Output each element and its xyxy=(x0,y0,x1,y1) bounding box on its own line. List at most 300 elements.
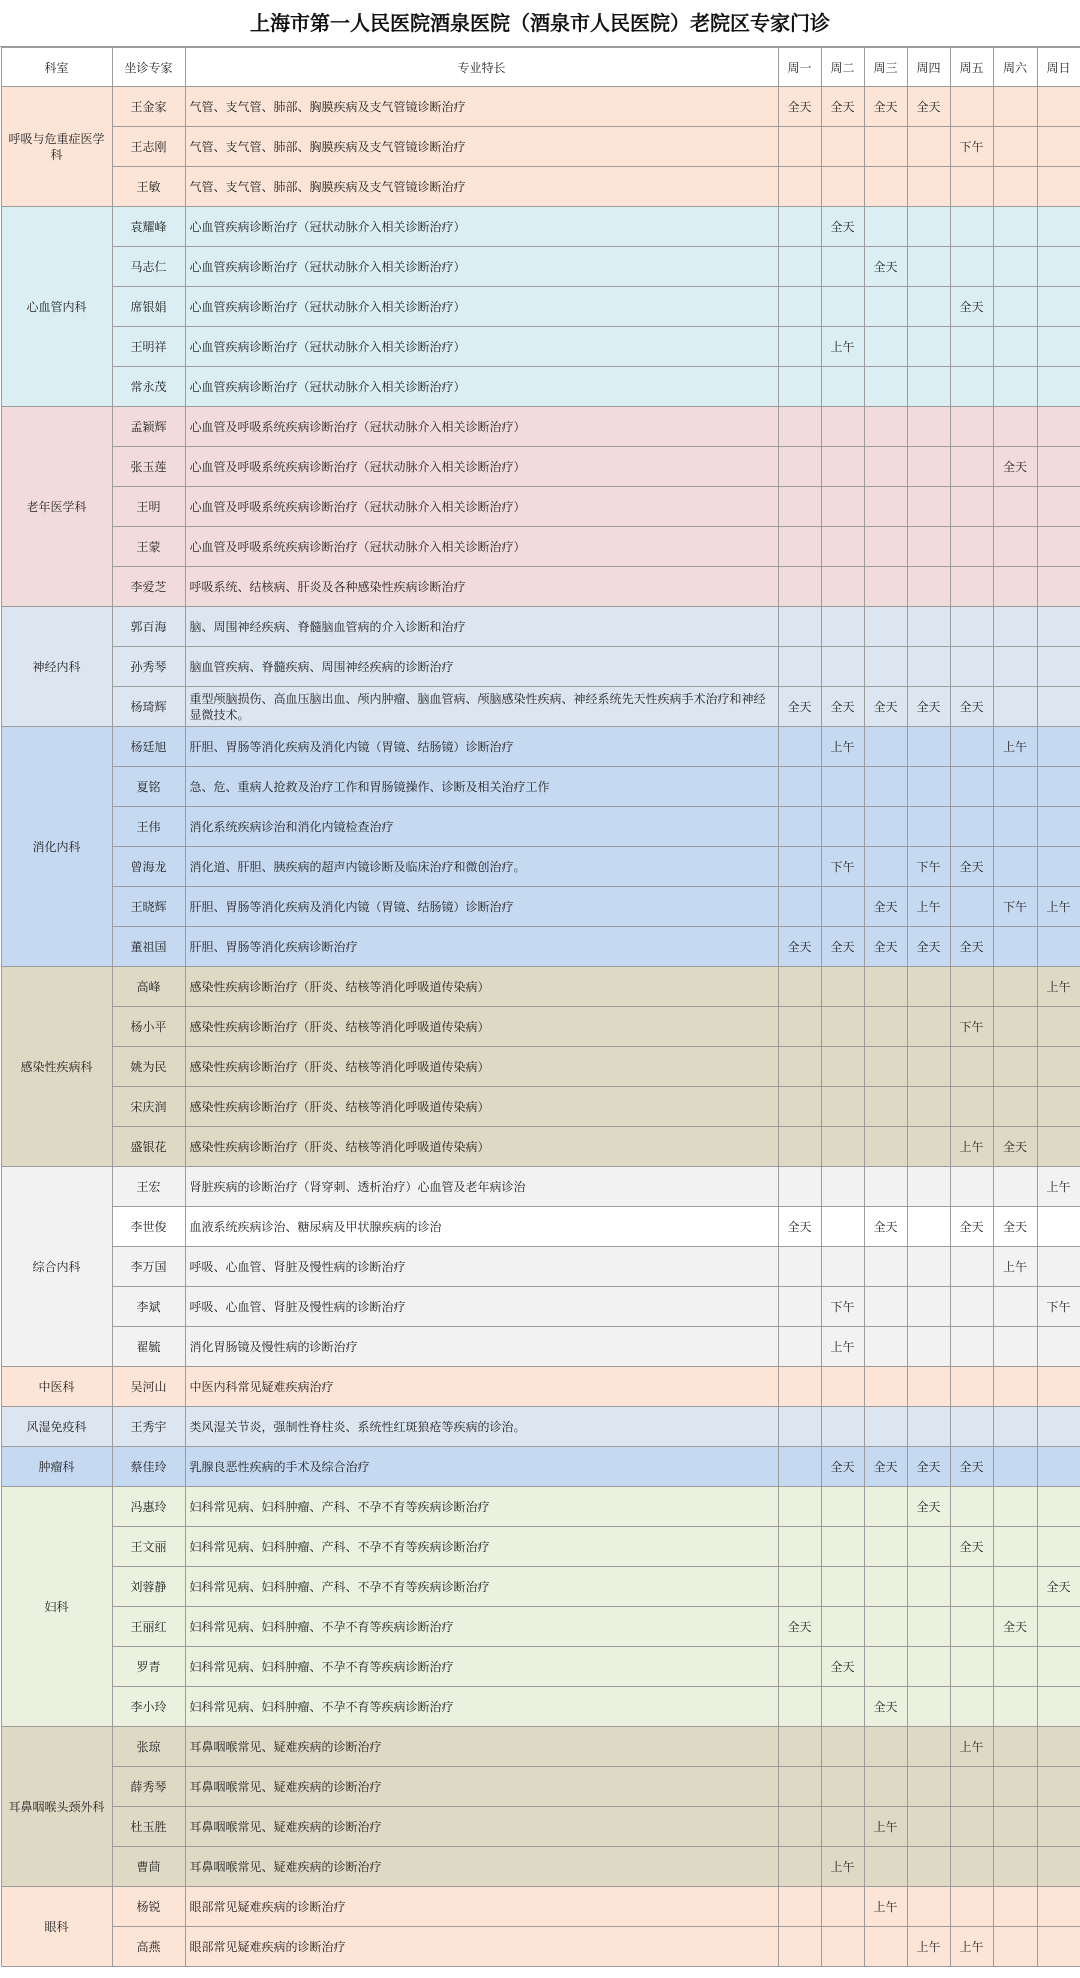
schedule-cell-sun xyxy=(1037,527,1080,567)
table-row xyxy=(1,407,1080,447)
schedule-cell-sun xyxy=(1037,1847,1080,1887)
schedule-cell-sun xyxy=(1037,727,1080,767)
doctor-name: 王蒙 xyxy=(112,527,185,567)
schedule-cell-tue xyxy=(821,1687,864,1727)
schedule-cell-wed xyxy=(864,727,907,767)
schedule-cell-tue: 上午 xyxy=(821,1847,864,1887)
schedule-cell-tue xyxy=(821,1607,864,1647)
schedule-cell-tue xyxy=(821,1887,864,1927)
schedule-cell-sun xyxy=(1037,647,1080,687)
schedule-cell-sat xyxy=(993,927,1037,967)
schedule-cell-fri: 全天 xyxy=(950,927,993,967)
specialty-text: 呼吸、心血管、肾脏及慢性病的诊断治疗 xyxy=(185,1247,778,1287)
schedule-cell-mon: 全天 xyxy=(778,927,821,967)
schedule-cell-mon xyxy=(778,527,821,567)
schedule-cell-sat xyxy=(993,527,1037,567)
schedule-cell-fri xyxy=(950,247,993,287)
schedule-cell-tue: 全天 xyxy=(821,87,864,127)
page-title: 上海市第一人民医院酒泉医院（酒泉市人民医院）老院区专家门诊 xyxy=(0,0,1080,47)
schedule-cell-fri xyxy=(950,807,993,847)
specialty-text: 呼吸、心血管、肾脏及慢性病的诊断治疗 xyxy=(185,1287,778,1327)
specialty-text: 心血管疾病诊断治疗（冠状动脉介入相关诊断治疗） xyxy=(185,327,778,367)
schedule-cell-tue xyxy=(821,407,864,447)
doctor-name: 王丽红 xyxy=(112,1607,185,1647)
schedule-cell-mon xyxy=(778,447,821,487)
schedule-cell-sat xyxy=(993,1927,1037,1967)
specialty-text: 眼部常见疑难疾病的诊断治疗 xyxy=(185,1927,778,1967)
schedule-cell-sun xyxy=(1037,1527,1080,1567)
specialty-text: 肝胆、胃肠等消化疾病及消化内镜（胃镜、结肠镜）诊断治疗 xyxy=(185,727,778,767)
table-row xyxy=(1,447,1080,487)
header-doctor: 坐诊专家 xyxy=(112,48,185,87)
doctor-name: 罗青 xyxy=(112,1647,185,1687)
specialty-text: 感染性疾病诊断治疗（肝炎、结核等消化呼吸道传染病） xyxy=(185,1087,778,1127)
schedule-cell-fri xyxy=(950,1287,993,1327)
header-sat: 周六 xyxy=(993,48,1037,87)
schedule-cell-fri xyxy=(950,727,993,767)
header-wed: 周三 xyxy=(864,48,907,87)
schedule-cell-wed: 全天 xyxy=(864,247,907,287)
schedule-cell-thu: 下午 xyxy=(907,847,950,887)
schedule-cell-fri xyxy=(950,1367,993,1407)
doctor-name: 杨小平 xyxy=(112,1007,185,1047)
table-row xyxy=(1,1807,1080,1847)
schedule-cell-mon xyxy=(778,1727,821,1767)
schedule-cell-wed xyxy=(864,1087,907,1127)
schedule-cell-fri xyxy=(950,967,993,1007)
schedule-cell-fri xyxy=(950,1887,993,1927)
schedule-cell-thu: 全天 xyxy=(907,87,950,127)
doctor-name: 李万国 xyxy=(112,1247,185,1287)
schedule-cell-thu xyxy=(907,647,950,687)
schedule-cell-mon xyxy=(778,367,821,407)
doctor-name: 王敏 xyxy=(112,167,185,207)
schedule-cell-thu: 全天 xyxy=(907,1447,950,1487)
schedule-cell-thu xyxy=(907,727,950,767)
schedule-cell-tue xyxy=(821,367,864,407)
schedule-cell-sat xyxy=(993,1447,1037,1487)
schedule-cell-wed: 全天 xyxy=(864,1207,907,1247)
schedule-cell-mon xyxy=(778,1887,821,1927)
specialty-text: 消化道、肝胆、胰疾病的超声内镜诊断及临床治疗和微创治疗。 xyxy=(185,847,778,887)
specialty-text: 心血管疾病诊断治疗（冠状动脉介入相关诊断治疗） xyxy=(185,247,778,287)
schedule-cell-wed xyxy=(864,367,907,407)
doctor-name: 孙秀琴 xyxy=(112,647,185,687)
schedule-cell-fri: 全天 xyxy=(950,847,993,887)
schedule-cell-tue: 下午 xyxy=(821,1287,864,1327)
schedule-cell-tue xyxy=(821,1207,864,1247)
schedule-cell-sun xyxy=(1037,327,1080,367)
table-row xyxy=(1,1927,1080,1967)
schedule-cell-sun xyxy=(1037,487,1080,527)
table-row xyxy=(1,487,1080,527)
specialty-text: 心血管及呼吸系统疾病诊断治疗（冠状动脉介入相关诊断治疗） xyxy=(185,407,778,447)
schedule-cell-sat xyxy=(993,807,1037,847)
doctor-name: 王秀宇 xyxy=(112,1407,185,1447)
schedule-cell-sun xyxy=(1037,847,1080,887)
schedule-cell-thu: 全天 xyxy=(907,927,950,967)
schedule-cell-fri xyxy=(950,1407,993,1447)
specialty-text: 心血管及呼吸系统疾病诊断治疗（冠状动脉介入相关诊断治疗） xyxy=(185,447,778,487)
schedule-body xyxy=(1,87,1080,1967)
schedule-cell-fri xyxy=(950,1647,993,1687)
schedule-cell-thu xyxy=(907,607,950,647)
specialty-text: 呼吸系统、结核病、肝炎及各种感染性疾病诊断治疗 xyxy=(185,567,778,607)
schedule-cell-sat xyxy=(993,407,1037,447)
schedule-cell-sat xyxy=(993,1887,1037,1927)
schedule-cell-sun xyxy=(1037,1487,1080,1527)
schedule-cell-sun xyxy=(1037,287,1080,327)
schedule-cell-wed: 全天 xyxy=(864,927,907,967)
schedule-cell-thu xyxy=(907,807,950,847)
schedule-cell-wed xyxy=(864,1567,907,1607)
schedule-cell-tue xyxy=(821,1047,864,1087)
schedule-cell-thu xyxy=(907,1607,950,1647)
schedule-cell-sun xyxy=(1037,1887,1080,1927)
department-cell: 感染性疾病科 xyxy=(1,967,112,1167)
schedule-cell-wed: 上午 xyxy=(864,1807,907,1847)
table-row xyxy=(1,1527,1080,1567)
schedule-cell-sat: 全天 xyxy=(993,1207,1037,1247)
schedule-cell-sat xyxy=(993,487,1037,527)
schedule-cell-wed xyxy=(864,487,907,527)
schedule-cell-tue xyxy=(821,1927,864,1967)
schedule-cell-wed xyxy=(864,327,907,367)
schedule-cell-sun: 下午 xyxy=(1037,1287,1080,1327)
doctor-name: 常永茂 xyxy=(112,367,185,407)
schedule-cell-thu xyxy=(907,1887,950,1927)
schedule-cell-fri xyxy=(950,527,993,567)
schedule-cell-mon xyxy=(778,167,821,207)
schedule-cell-tue xyxy=(821,127,864,167)
schedule-cell-sat xyxy=(993,847,1037,887)
table-row xyxy=(1,1607,1080,1647)
schedule-cell-thu xyxy=(907,1527,950,1567)
table-row xyxy=(1,1647,1080,1687)
schedule-cell-wed xyxy=(864,287,907,327)
schedule-cell-thu: 全天 xyxy=(907,1487,950,1527)
schedule-cell-sun xyxy=(1037,1087,1080,1127)
schedule-cell-thu xyxy=(907,1127,950,1167)
doctor-name: 王伟 xyxy=(112,807,185,847)
schedule-cell-fri xyxy=(950,1687,993,1727)
schedule-cell-thu: 全天 xyxy=(907,687,950,727)
schedule-cell-thu: 上午 xyxy=(907,887,950,927)
schedule-cell-tue xyxy=(821,1807,864,1847)
schedule-cell-wed xyxy=(864,1407,907,1447)
schedule-cell-tue: 下午 xyxy=(821,847,864,887)
schedule-cell-sat xyxy=(993,87,1037,127)
table-row xyxy=(1,1687,1080,1727)
doctor-name: 杨锐 xyxy=(112,1887,185,1927)
schedule-cell-mon xyxy=(778,967,821,1007)
doctor-name: 董祖国 xyxy=(112,927,185,967)
schedule-cell-mon xyxy=(778,247,821,287)
schedule-cell-tue xyxy=(821,487,864,527)
specialty-text: 乳腺良恶性疾病的手术及综合治疗 xyxy=(185,1447,778,1487)
schedule-cell-sun xyxy=(1037,1007,1080,1047)
schedule-cell-mon xyxy=(778,1407,821,1447)
schedule-cell-sat xyxy=(993,1727,1037,1767)
schedule-cell-tue xyxy=(821,167,864,207)
table-row xyxy=(1,1367,1080,1407)
department-cell: 消化内科 xyxy=(1,727,112,967)
schedule-cell-sun xyxy=(1037,1727,1080,1767)
table-row xyxy=(1,527,1080,567)
schedule-cell-sat xyxy=(993,207,1037,247)
doctor-name: 张玉莲 xyxy=(112,447,185,487)
schedule-cell-tue: 全天 xyxy=(821,1447,864,1487)
schedule-cell-mon xyxy=(778,767,821,807)
schedule-cell-thu xyxy=(907,1167,950,1207)
schedule-cell-wed xyxy=(864,847,907,887)
schedule-cell-tue: 全天 xyxy=(821,927,864,967)
specialty-text: 心血管疾病诊断治疗（冠状动脉介入相关诊断治疗） xyxy=(185,287,778,327)
specialty-text: 重型颅脑损伤、高血压脑出血、颅内肿瘤、脑血管病、颅脑感染性疾病、神经系统先天性疾病手术治疗和神经显微技术。 xyxy=(185,687,778,727)
schedule-cell-sun xyxy=(1037,607,1080,647)
schedule-cell-tue xyxy=(821,1127,864,1167)
schedule-cell-sat xyxy=(993,247,1037,287)
schedule-cell-fri xyxy=(950,1167,993,1207)
schedule-cell-mon xyxy=(778,1567,821,1607)
schedule-cell-sat xyxy=(993,327,1037,367)
schedule-cell-mon xyxy=(778,847,821,887)
schedule-cell-mon xyxy=(778,1167,821,1207)
schedule-cell-fri xyxy=(950,1087,993,1127)
doctor-name: 高峰 xyxy=(112,967,185,1007)
table-row xyxy=(1,1127,1080,1167)
table-row xyxy=(1,207,1080,247)
schedule-cell-sun xyxy=(1037,687,1080,727)
schedule-cell-fri xyxy=(950,647,993,687)
schedule-cell-mon xyxy=(778,1367,821,1407)
department-cell: 神经内科 xyxy=(1,607,112,727)
schedule-cell-wed xyxy=(864,447,907,487)
schedule-cell-sat xyxy=(993,1527,1037,1567)
schedule-cell-mon xyxy=(778,1087,821,1127)
schedule-cell-mon xyxy=(778,1847,821,1887)
specialty-text: 感染性疾病诊断治疗（肝炎、结核等消化呼吸道传染病） xyxy=(185,1007,778,1047)
schedule-cell-fri: 全天 xyxy=(950,1207,993,1247)
schedule-cell-wed xyxy=(864,807,907,847)
schedule-cell-fri: 下午 xyxy=(950,1007,993,1047)
table-row xyxy=(1,767,1080,807)
doctor-name: 曹茴 xyxy=(112,1847,185,1887)
schedule-cell-tue xyxy=(821,967,864,1007)
table-row xyxy=(1,1407,1080,1447)
schedule-cell-wed xyxy=(864,767,907,807)
schedule-cell-thu xyxy=(907,1327,950,1367)
schedule-cell-mon xyxy=(778,1127,821,1167)
schedule-cell-wed xyxy=(864,967,907,1007)
schedule-cell-sun xyxy=(1037,1647,1080,1687)
specialty-text: 肾脏疾病的诊断治疗（肾穿刺、透析治疗）心血管及老年病诊治 xyxy=(185,1167,778,1207)
table-row xyxy=(1,727,1080,767)
schedule-cell-sat xyxy=(993,1327,1037,1367)
specialty-text: 妇科常见病、妇科肿瘤、产科、不孕不育等疾病诊断治疗 xyxy=(185,1527,778,1567)
specialty-text: 感染性疾病诊断治疗（肝炎、结核等消化呼吸道传染病） xyxy=(185,1127,778,1167)
table-row xyxy=(1,247,1080,287)
schedule-cell-wed: 全天 xyxy=(864,687,907,727)
schedule-cell-tue xyxy=(821,247,864,287)
schedule-cell-sat xyxy=(993,767,1037,807)
schedule-cell-sat xyxy=(993,1767,1037,1807)
schedule-cell-tue: 上午 xyxy=(821,327,864,367)
schedule-cell-thu xyxy=(907,1807,950,1847)
schedule-cell-sun xyxy=(1037,87,1080,127)
schedule-cell-thu xyxy=(907,567,950,607)
schedule-cell-wed xyxy=(864,207,907,247)
table-row xyxy=(1,167,1080,207)
schedule-cell-fri: 上午 xyxy=(950,1727,993,1767)
specialty-text: 耳鼻咽喉常见、疑难疾病的诊断治疗 xyxy=(185,1847,778,1887)
schedule-cell-mon xyxy=(778,1807,821,1847)
schedule-cell-sun xyxy=(1037,567,1080,607)
department-cell: 心血管内科 xyxy=(1,207,112,407)
schedule-cell-mon xyxy=(778,607,821,647)
schedule-cell-fri xyxy=(950,407,993,447)
doctor-name: 王宏 xyxy=(112,1167,185,1207)
schedule-cell-tue xyxy=(821,1727,864,1767)
schedule-cell-tue: 全天 xyxy=(821,207,864,247)
doctor-name: 王志刚 xyxy=(112,127,185,167)
table-row xyxy=(1,1487,1080,1527)
schedule-cell-fri xyxy=(950,767,993,807)
specialty-text: 气管、支气管、肺部、胸膜疾病及支气管镜诊断治疗 xyxy=(185,87,778,127)
table-row xyxy=(1,1247,1080,1287)
table-row xyxy=(1,927,1080,967)
table-row xyxy=(1,1567,1080,1607)
specialty-text: 心血管疾病诊断治疗（冠状动脉介入相关诊断治疗） xyxy=(185,367,778,407)
schedule-cell-mon xyxy=(778,567,821,607)
schedule-cell-wed xyxy=(864,167,907,207)
schedule-cell-sat xyxy=(993,1087,1037,1127)
schedule-cell-thu xyxy=(907,1767,950,1807)
header-row xyxy=(1,48,1080,87)
schedule-cell-sat xyxy=(993,647,1037,687)
schedule-cell-sun xyxy=(1037,447,1080,487)
schedule-cell-sat xyxy=(993,287,1037,327)
schedule-cell-thu xyxy=(907,487,950,527)
schedule-cell-tue xyxy=(821,807,864,847)
schedule-cell-tue xyxy=(821,287,864,327)
doctor-name: 夏铭 xyxy=(112,767,185,807)
schedule-cell-thu xyxy=(907,1647,950,1687)
doctor-name: 李爱芝 xyxy=(112,567,185,607)
schedule-cell-fri xyxy=(950,1607,993,1647)
schedule-cell-mon: 全天 xyxy=(778,87,821,127)
table-row xyxy=(1,1207,1080,1247)
schedule-cell-sat xyxy=(993,167,1037,207)
schedule-cell-sat xyxy=(993,967,1037,1007)
schedule-cell-sat xyxy=(993,687,1037,727)
schedule-cell-tue xyxy=(821,1407,864,1447)
specialty-text: 肝胆、胃肠等消化疾病诊断治疗 xyxy=(185,927,778,967)
specialty-text: 急、危、重病人抢救及治疗工作和胃肠镜操作、诊断及相关治疗工作 xyxy=(185,767,778,807)
specialty-text: 妇科常见病、妇科肿瘤、不孕不育等疾病诊断治疗 xyxy=(185,1647,778,1687)
schedule-cell-mon xyxy=(778,1527,821,1567)
schedule-cell-mon xyxy=(778,1047,821,1087)
schedule-cell-sat xyxy=(993,1807,1037,1847)
schedule-cell-sat: 上午 xyxy=(993,727,1037,767)
schedule-cell-thu xyxy=(907,1247,950,1287)
doctor-name: 席银娟 xyxy=(112,287,185,327)
schedule-cell-mon xyxy=(778,407,821,447)
schedule-cell-wed xyxy=(864,1047,907,1087)
schedule-cell-thu xyxy=(907,1207,950,1247)
schedule-cell-fri: 全天 xyxy=(950,1447,993,1487)
doctor-name: 李斌 xyxy=(112,1287,185,1327)
schedule-cell-sun xyxy=(1037,1607,1080,1647)
table-row xyxy=(1,1847,1080,1887)
department-cell: 肿瘤科 xyxy=(1,1447,112,1487)
schedule-cell-tue xyxy=(821,1007,864,1047)
schedule-cell-sun xyxy=(1037,1807,1080,1847)
schedule-cell-sat xyxy=(993,1567,1037,1607)
schedule-cell-sun xyxy=(1037,1047,1080,1087)
specialty-text: 血液系统疾病诊治、糖尿病及甲状腺疾病的诊治 xyxy=(185,1207,778,1247)
header-fri: 周五 xyxy=(950,48,993,87)
schedule-cell-wed xyxy=(864,1127,907,1167)
schedule-cell-wed xyxy=(864,1727,907,1767)
specialty-text: 心血管疾病诊断治疗（冠状动脉介入相关诊断治疗） xyxy=(185,207,778,247)
schedule-cell-thu xyxy=(907,127,950,167)
schedule-cell-sun xyxy=(1037,367,1080,407)
schedule-cell-tue xyxy=(821,1367,864,1407)
schedule-cell-wed xyxy=(864,1847,907,1887)
schedule-cell-thu xyxy=(907,1367,950,1407)
schedule-cell-mon xyxy=(778,1447,821,1487)
schedule-cell-sun xyxy=(1037,1927,1080,1967)
schedule-cell-wed: 全天 xyxy=(864,1687,907,1727)
schedule-cell-fri: 全天 xyxy=(950,1527,993,1567)
specialty-text: 感染性疾病诊断治疗（肝炎、结核等消化呼吸道传染病） xyxy=(185,967,778,1007)
schedule-cell-mon xyxy=(778,207,821,247)
schedule-cell-sun xyxy=(1037,1247,1080,1287)
schedule-cell-fri xyxy=(950,1487,993,1527)
schedule-cell-mon xyxy=(778,327,821,367)
schedule-cell-mon xyxy=(778,1767,821,1807)
schedule-cell-mon: 全天 xyxy=(778,687,821,727)
schedule-cell-sat xyxy=(993,1287,1037,1327)
table-row xyxy=(1,1047,1080,1087)
schedule-cell-sun xyxy=(1037,127,1080,167)
specialty-text: 脑血管疾病、脊髓疾病、周围神经疾病的诊断治疗 xyxy=(185,647,778,687)
schedule-cell-fri xyxy=(950,1767,993,1807)
schedule-cell-thu xyxy=(907,447,950,487)
header-dept: 科室 xyxy=(1,48,112,87)
schedule-cell-sat xyxy=(993,1407,1037,1447)
schedule-cell-thu xyxy=(907,1727,950,1767)
schedule-cell-fri xyxy=(950,487,993,527)
schedule-cell-thu xyxy=(907,1567,950,1607)
schedule-cell-sat xyxy=(993,1367,1037,1407)
schedule-cell-fri xyxy=(950,167,993,207)
specialty-text: 耳鼻咽喉常见、疑难疾病的诊断治疗 xyxy=(185,1767,778,1807)
schedule-cell-thu xyxy=(907,407,950,447)
doctor-name: 高燕 xyxy=(112,1927,185,1967)
schedule-cell-wed xyxy=(864,1247,907,1287)
table-row xyxy=(1,1727,1080,1767)
table-row xyxy=(1,327,1080,367)
doctor-name: 曾海龙 xyxy=(112,847,185,887)
doctor-name: 杨琦辉 xyxy=(112,687,185,727)
doctor-name: 蔡佳玲 xyxy=(112,1447,185,1487)
schedule-cell-fri xyxy=(950,607,993,647)
schedule-cell-wed xyxy=(864,607,907,647)
schedule-cell-tue xyxy=(821,1087,864,1127)
schedule-cell-thu xyxy=(907,1687,950,1727)
